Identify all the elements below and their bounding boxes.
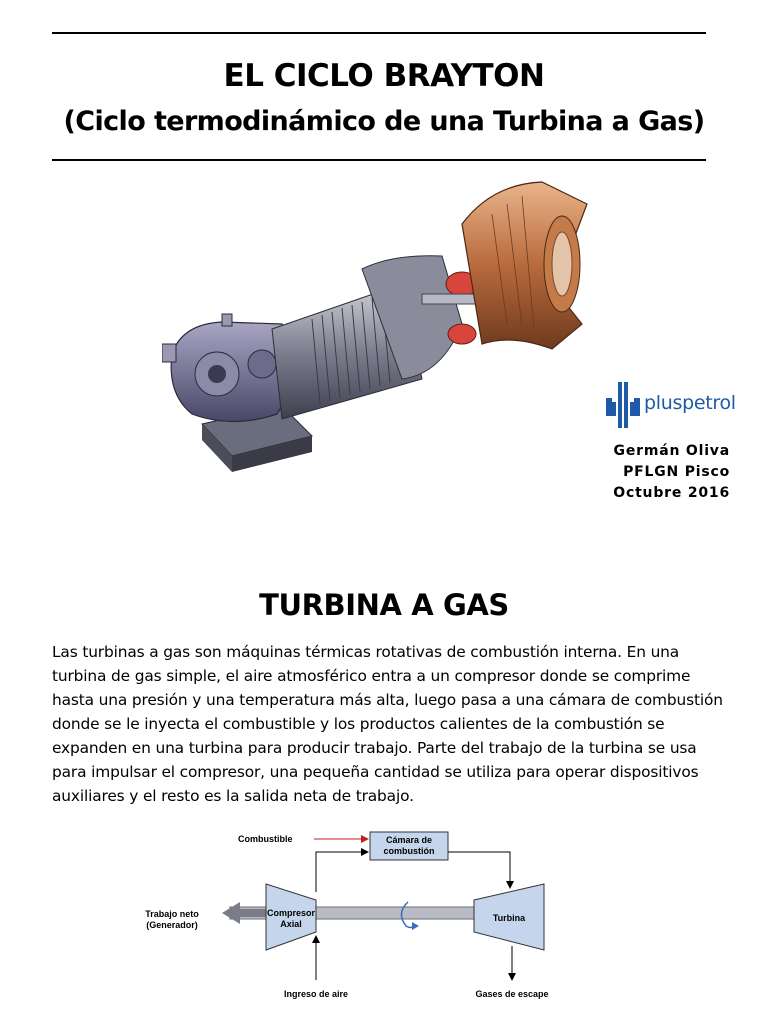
brayton-cycle-diagram: [140, 822, 560, 1012]
rotation-icon-arrowhead: [412, 922, 419, 930]
author-organization: PFLGN Pisco: [623, 464, 730, 480]
net-work-arrowhead: [222, 902, 240, 924]
pluspetrol-logo-icon: [604, 380, 642, 430]
compressor-label-line1: Compresor: [266, 908, 316, 918]
top-rule: [52, 32, 706, 34]
exhaust-label: Gases de escape: [475, 989, 549, 999]
hot-gas-path: [448, 852, 510, 888]
author-name: Germán Oliva: [613, 443, 730, 459]
author-date: Octubre 2016: [613, 485, 730, 501]
compressor-label-line2: Axial: [280, 919, 302, 929]
page-subtitle: (Ciclo termodinámico de una Turbina a Gas): [63, 106, 705, 137]
page-title: EL CICLO BRAYTON: [223, 58, 545, 94]
pluspetrol-wordmark: pluspetrol: [644, 392, 736, 414]
bottom-rule: [52, 159, 706, 161]
fuel-label: Combustible: [238, 834, 293, 844]
chamber-label-line1: Cámara de: [385, 835, 433, 845]
net-work-label-line1: Trabajo neto: [145, 909, 199, 919]
air-inlet-label: Ingreso de aire: [283, 989, 349, 999]
gas-turbine-illustration: [162, 174, 592, 486]
pluspetrol-logo: [604, 380, 744, 430]
turbine-label: Turbina: [492, 913, 526, 923]
body-paragraph: Las turbinas a gas son máquinas térmicas rotativas de combustión interna. En una turbina de gas simple, el aire atmosférico entra a un compresor donde se comprime hasta una presión y una temperatura más alta, luego pasa a una cámara de combustión donde se le inyecta el combustible y los productos calientes de la combustión se expanden en una turbina para producir trabajo. Parte del trabajo de la turbina se usa para impulsar el compresor, una pequeña cantidad se utiliza para operar dispositivos auxiliares y el resto es la salida neta de trabajo.: [52, 643, 723, 805]
compressed-air-path: [316, 852, 368, 892]
net-work-label-line2: (Generador): [146, 920, 198, 930]
section-heading: TURBINA A GAS: [259, 588, 509, 622]
chamber-label-line2: combustión: [383, 846, 435, 856]
